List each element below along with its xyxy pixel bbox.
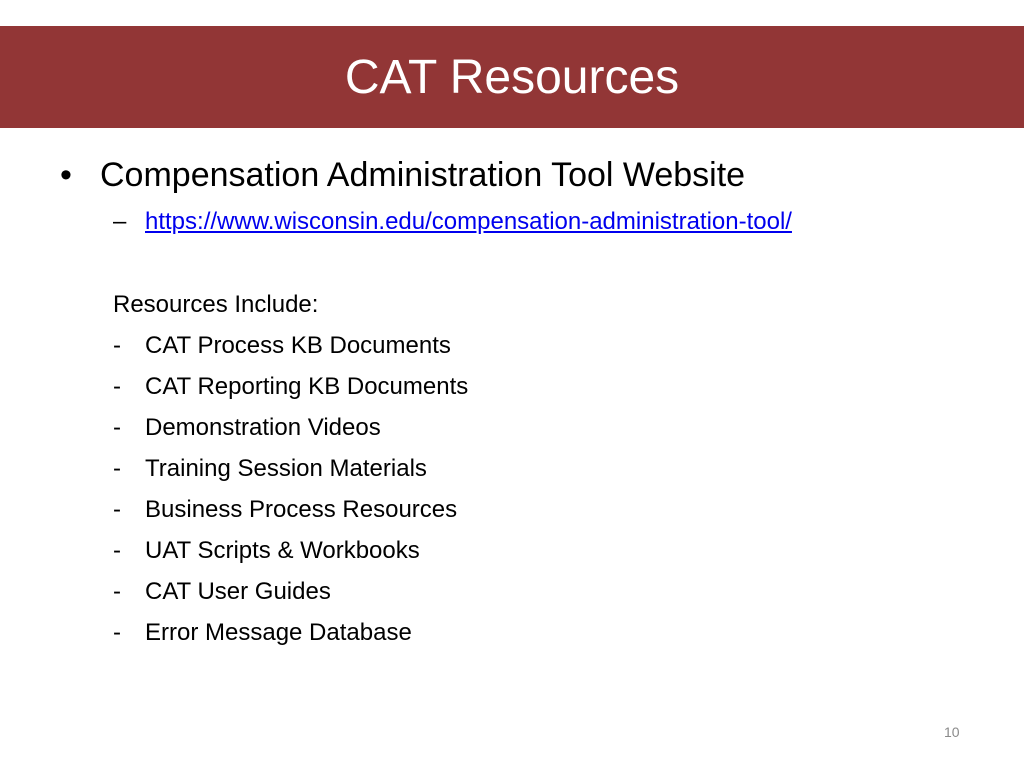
resources-list (113, 330, 468, 658)
list-item (113, 453, 468, 494)
list-item-label: Training Session Materials (145, 455, 427, 482)
resources-heading: Resources Include: (113, 291, 319, 318)
list-item-label: Demonstration Videos (145, 414, 381, 441)
list-item-label: UAT Scripts & Workbooks (145, 537, 420, 564)
list-dash: - (113, 496, 121, 523)
list-item-label: Error Message Database (145, 619, 412, 646)
main-bullet-text: Compensation Administration Tool Website (100, 156, 746, 194)
list-dash: - (113, 537, 121, 564)
main-bullet (60, 154, 745, 196)
list-dash: - (113, 373, 121, 400)
website-link[interactable]: https://www.wisconsin.edu/compensation-administration-tool/ (145, 208, 792, 235)
bullet-icon: • (60, 156, 72, 194)
list-dash: - (113, 332, 121, 359)
list-item-label: CAT Process KB Documents (145, 332, 451, 359)
website-link-row (113, 206, 792, 238)
page-number: 10 (944, 724, 960, 740)
list-item (113, 617, 468, 658)
list-dash: - (113, 619, 121, 646)
list-item (113, 371, 468, 412)
list-item-label: CAT Reporting KB Documents (145, 373, 469, 400)
list-dash: - (113, 578, 121, 605)
en-dash: – (113, 208, 127, 235)
list-dash: - (113, 455, 121, 482)
list-item (113, 535, 468, 576)
list-item (113, 330, 468, 371)
list-item (113, 412, 468, 453)
list-item-label: CAT User Guides (145, 578, 331, 605)
list-item (113, 576, 468, 617)
slide-title: CAT Resources (344, 50, 680, 104)
list-item (113, 494, 468, 535)
list-item-label: Business Process Resources (145, 496, 458, 523)
list-dash: - (113, 414, 121, 441)
